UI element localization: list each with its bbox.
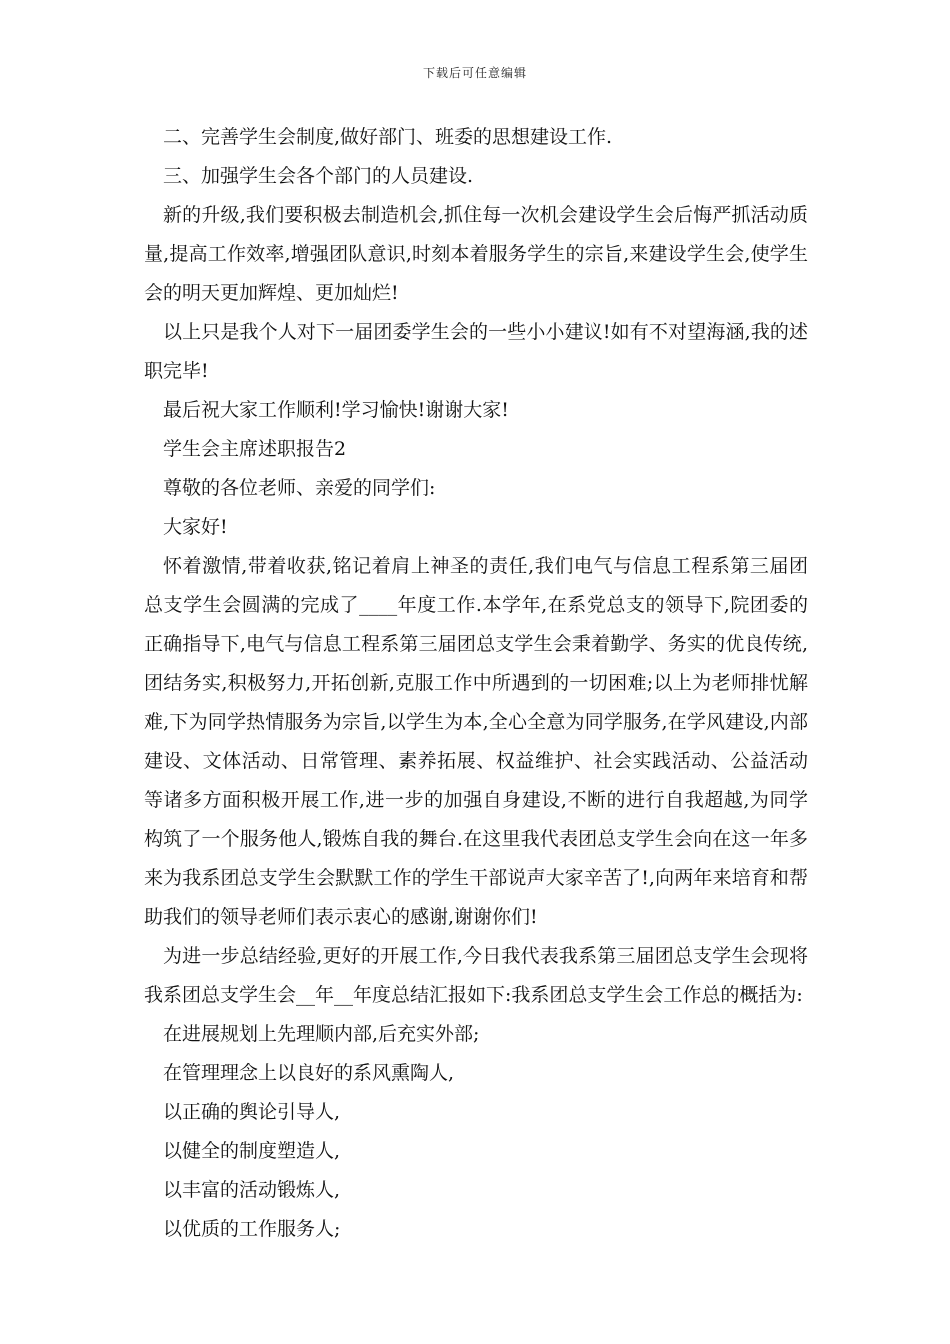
list-line: 以正确的舆论引导人,	[163, 1101, 341, 1123]
greeting: 大家好!	[163, 516, 228, 538]
paragraph: 为进一步总结经验,更好的开展工作,今日我代表我系第三届团总支学生会现将我系团总支学生会__年__年度总结汇报如下:我系团总支学生会工作总的概括为:	[144, 945, 808, 1006]
list-line: 以健全的制度塑造人,	[163, 1140, 341, 1162]
list-line: 在管理理念上以良好的系风熏陶人,	[163, 1062, 455, 1084]
paragraph: 以上只是我个人对下一届团委学生会的一些小小建议!如有不对望海涵,我的述职完毕!	[144, 321, 808, 382]
paragraph: 怀着激情,带着收获,铭记着肩上神圣的责任,我们电气与信息工程系第三届团总支学生会圆满的完成了____年度工作.本学年,在系党总支的领导下,院团委的正确指导下,电气与信息工程系第三届团总支学生会秉着勤学、务实的优良传统,团结务实,积极努力,开拓创新,克服工作中所遇到的一切困难;以上为老师排忧解难,下为同学热情服务为宗旨,以学生为本,全心全意为同学服务,在学风建设,内部建设、文体活动、日常管理、素养拓展、权益维护、社会实践活动、公益活动等诸多方面积极开展工作,进一步的加强自身建设,不断的进行自我超越,为同学构筑了一个服务他人,锻炼自我的舞台.在这里我代表团总支学生会向在这一年多来为我系团总支学生会默默工作的学生干部说声大家辛苦了!,向两年来培育和帮助我们的领导老师们表示衷心的感谢,谢谢你们!	[144, 555, 808, 928]
paragraph: 二、完善学生会制度,做好部门、班委的思想建设工作.	[163, 126, 613, 148]
page-header-note: 下载后可任意编辑	[422, 66, 527, 80]
paragraph: 新的升级,我们要积极去制造机会,抓住每一次机会建设学生会后悔严抓活动质量,提高工作效率,增强团队意识,时刻本着服务学生的宗旨,来建设学生会,使学生会的明天更加辉煌、更加灿烂!	[144, 204, 808, 304]
paragraph: 三、加强学生会各个部门的人员建设.	[163, 165, 474, 187]
document-body	[144, 118, 808, 1249]
list-line: 在进展规划上先理顺内部,后充实外部;	[163, 1023, 480, 1045]
list-line: 以优质的工作服务人;	[163, 1218, 341, 1240]
salutation: 尊敬的各位老师、亲爱的同学们:	[163, 477, 436, 499]
paragraph: 最后祝大家工作顺利!学习愉快!谢谢大家!	[163, 399, 509, 421]
section-title: 学生会主席述职报告2	[163, 438, 347, 460]
list-line: 以丰富的活动锻炼人,	[163, 1179, 341, 1201]
